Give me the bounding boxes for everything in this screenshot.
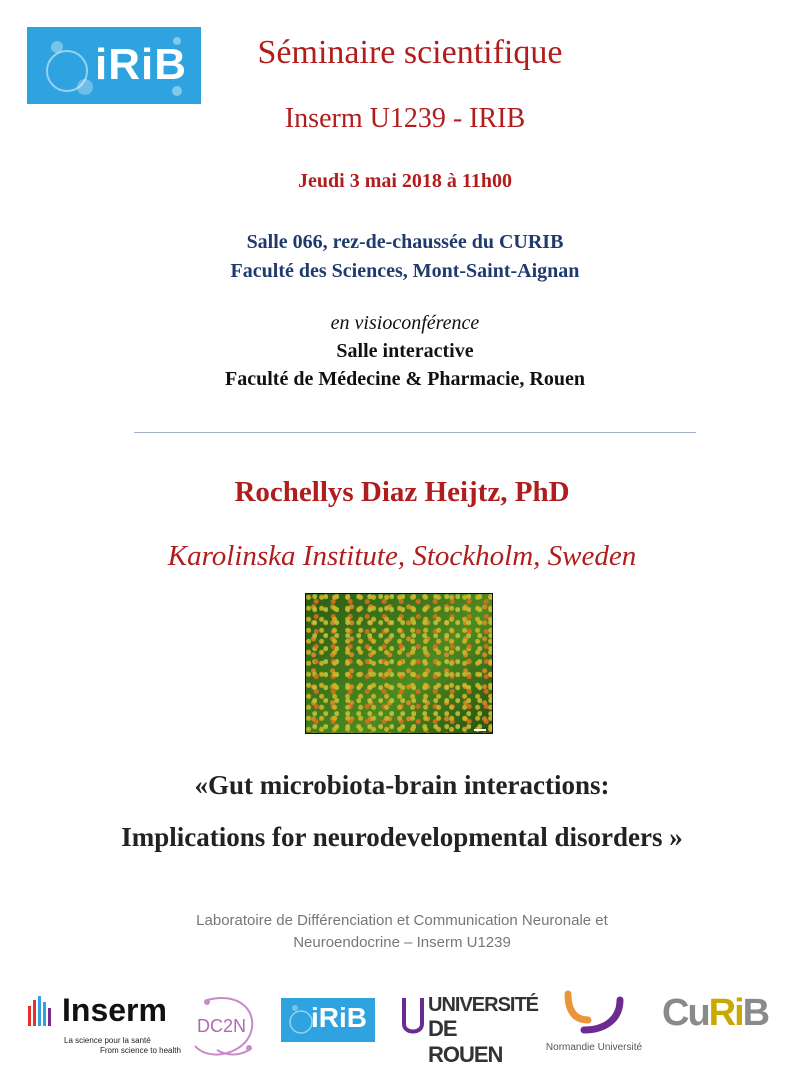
universite-rouen-logo (402, 994, 539, 1067)
divider (134, 432, 696, 433)
normandie-universite-logo (538, 990, 650, 1056)
normandie-text: Normandie Université (545, 1042, 643, 1053)
normandie-mark-icon (564, 990, 624, 1034)
event-date: Jeudi 3 mai 2018 à 11h00 (298, 170, 512, 192)
location-room: Salle 066, rez-de-chaussée du CURIB (246, 231, 564, 253)
visio-label: en visioconférence (330, 312, 480, 334)
inserm-tagline-fr: La science pour la santé (64, 1036, 151, 1045)
curib-text: CuRiB (662, 992, 769, 1034)
irib-logo-text: iRiB (95, 40, 187, 89)
irib-logo (27, 27, 201, 104)
dc2n-logo (187, 990, 263, 1064)
talk-title-line2: Implications for neurodevelopmental disorders » (121, 822, 683, 852)
irib-logo-small (281, 998, 375, 1042)
unit-name: Inserm U1239 - IRIB (284, 103, 526, 134)
speaker-name: Rochellys Diaz Heijtz, PhD (234, 476, 570, 508)
talk-title-line1: «Gut microbiota-brain interactions: (194, 770, 610, 800)
visio-place: Faculté de Médecine & Pharmacie, Rouen (225, 368, 585, 390)
rouen-u-icon (402, 996, 424, 1038)
rouen-line2: DE ROUEN (428, 1016, 503, 1067)
location-faculty: Faculté des Sciences, Mont-Saint-Aignan (230, 260, 580, 282)
scale-bar (474, 729, 486, 731)
speaker-affiliation: Karolinska Institute, Stockholm, Sweden (167, 540, 637, 572)
rouen-line1: UNIVERSITÉ (428, 994, 539, 1016)
lab-name-line1: Laboratoire de Différenciation et Communication Neuronale et (196, 912, 608, 929)
visio-room: Salle interactive (336, 340, 474, 362)
irib-small-text: iRiB (311, 1002, 367, 1033)
inserm-name: Inserm (62, 992, 167, 1028)
dc2n-text: DC2N (197, 1016, 247, 1036)
page-title: Séminaire scientifique (257, 34, 563, 71)
inserm-bars-icon (28, 996, 58, 1026)
curib-logo (662, 992, 780, 1038)
microscopy-image (305, 593, 493, 734)
inserm-logo (28, 992, 181, 1058)
lab-name-line2: Neuroendocrine – Inserm U1239 (293, 934, 511, 951)
inserm-tagline-en: From science to health (100, 1046, 181, 1055)
